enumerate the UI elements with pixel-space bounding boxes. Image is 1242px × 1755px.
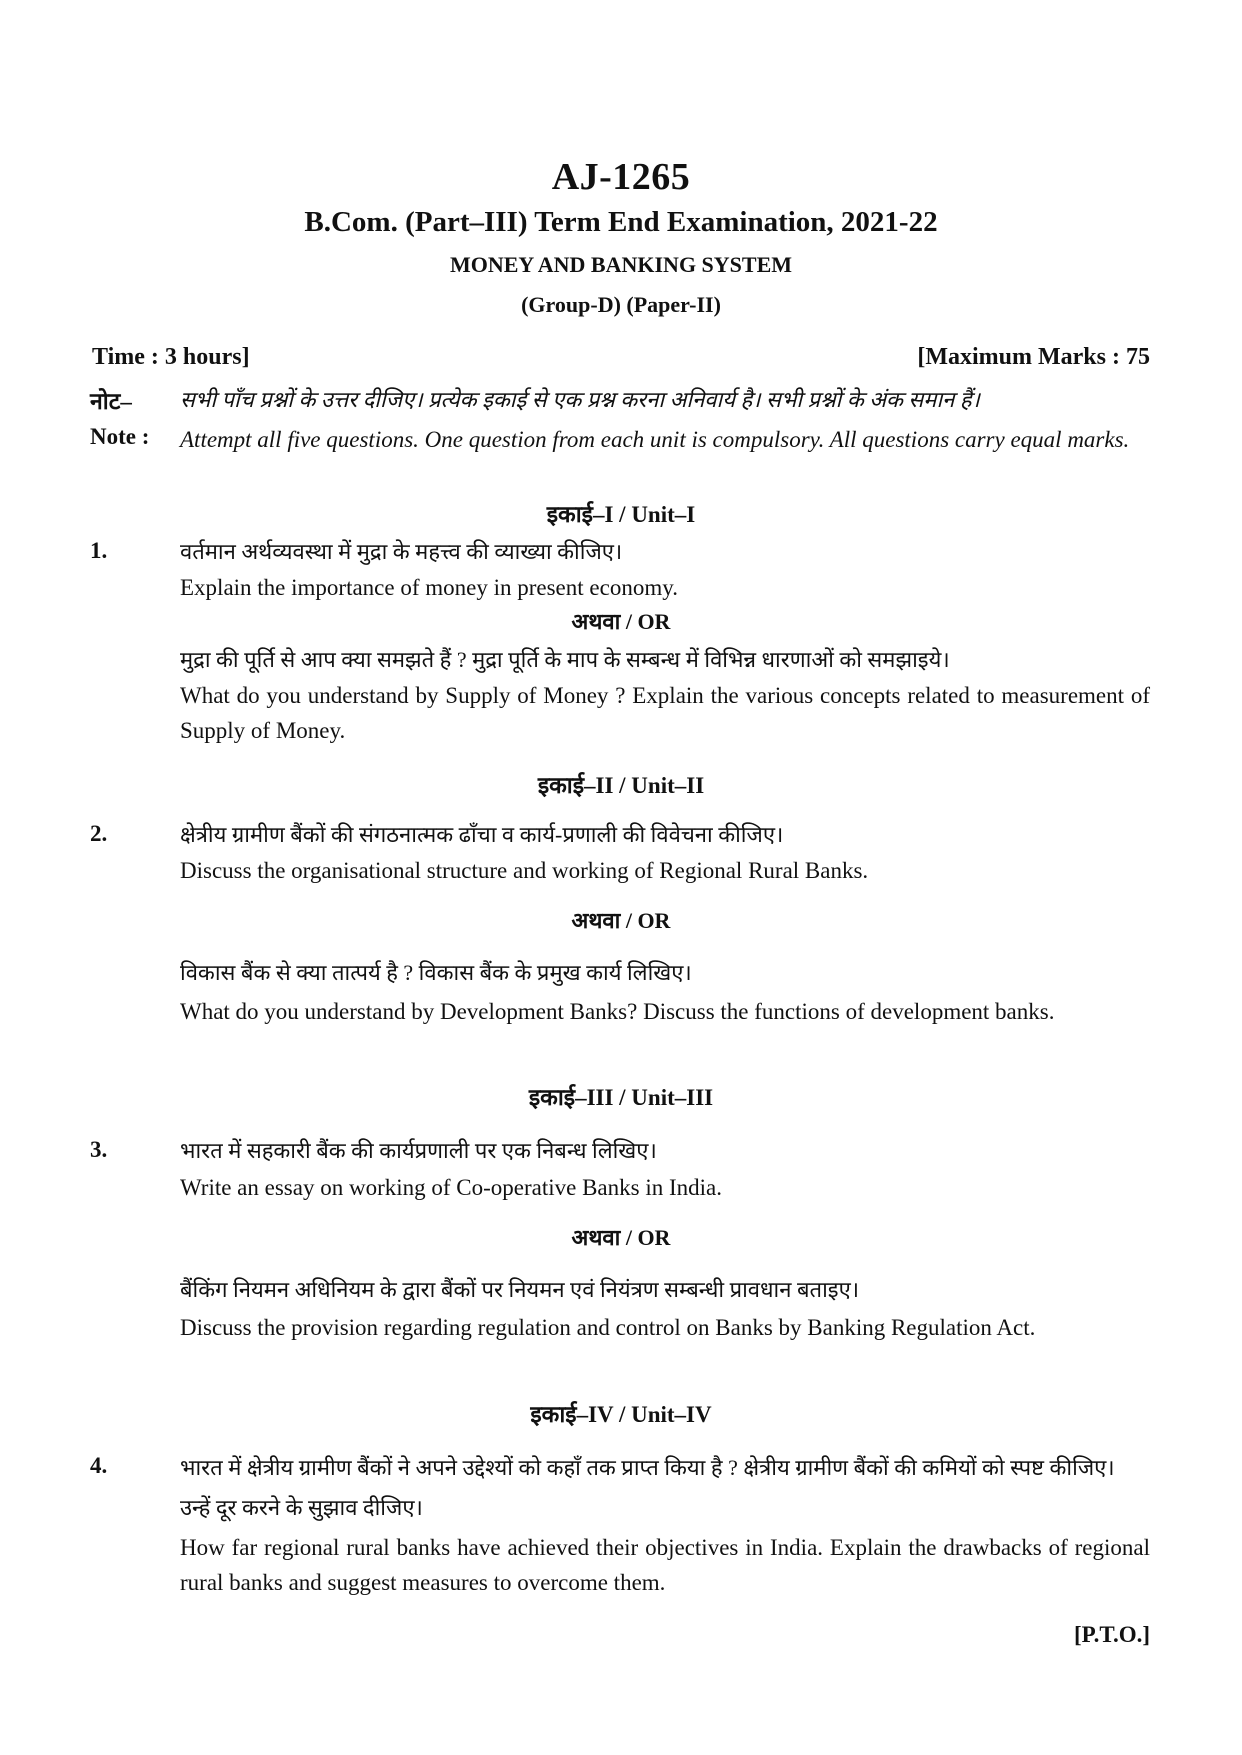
- subject-title: MONEY AND BANKING SYSTEM: [449, 252, 793, 277]
- or-separator-1: अथवा / OR: [571, 609, 671, 634]
- question-3-alt-hindi: बैंकिंग नियमन अधिनियम के द्वारा बैंकों पर नियमन एवं नियंत्रण सम्बन्धी प्रावधान बताइए।: [180, 1277, 860, 1302]
- question-number-4: 4.: [90, 1453, 108, 1478]
- time-allowed: Time : 3 hours]: [92, 344, 250, 370]
- note-hindi-text: सभी पाँच प्रश्नों के उत्तर दीजिए। प्रत्येक इकाई से एक प्रश्न करना अनिवार्य है। सभी प्रश्नों के अंक समान हैं।: [180, 387, 980, 412]
- maximum-marks: [Maximum Marks : 75: [917, 344, 1150, 370]
- question-1-english: Explain the importance of money in present economy.: [180, 575, 678, 600]
- unit-2-heading: इकाई–II / Unit–II: [537, 773, 705, 798]
- question-3-alt-english: Discuss the provision regarding regulation and control on Banks by Banking Regulation Act.: [180, 1315, 1036, 1340]
- or-separator-3: अथवा / OR: [571, 1225, 671, 1250]
- note-english-text: Attempt all five questions. One question from each unit is compulsory. All questions carry equal marks.: [180, 427, 1130, 452]
- group-paper: (Group-D) (Paper-II): [521, 292, 721, 317]
- question-1-alt-hindi: मुद्रा की पूर्ति से आप क्या समझते हैं ? मुद्रा पूर्ति के माप के सम्बन्ध में विभिन्न धारणाओं को समझाइये।: [180, 647, 950, 672]
- question-2-alt-hindi: विकास बैंक से क्या तात्पर्य है ? विकास बैंक के प्रमुख कार्य लिखिए।: [180, 960, 692, 985]
- question-number-3: 3.: [90, 1137, 108, 1162]
- question-1-hindi: वर्तमान अर्थव्यवस्था में मुद्रा के महत्त्व की व्याख्या कीजिए।: [180, 539, 623, 564]
- question-2-english: Discuss the organisational structure and working of Regional Rural Banks.: [180, 858, 869, 883]
- question-1-alt-english: What do you understand by Supply of Money ? Explain the various concepts related to measurement of Supply of Money.: [180, 683, 1150, 743]
- question-2-alt-english: What do you understand by Development Banks? Discuss the functions of development banks.: [180, 999, 1055, 1024]
- question-number-1: 1.: [90, 538, 108, 563]
- please-turn-over: [P.T.O.]: [1073, 1622, 1150, 1647]
- note-english-label: Note :: [90, 424, 150, 449]
- question-3-english: Write an essay on working of Co-operative Banks in India.: [180, 1175, 722, 1200]
- question-4-hindi: भारत में क्षेत्रीय ग्रामीण बैंकों ने अपने उद्देश्यों को कहाँ तक प्राप्त किया है ? क्षेत्रीय ग्रामीण बैंकों की कमियों को स्पष्ट कीजिए। उन्हें दूर करने के सुझाव दीजिए।: [180, 1455, 1115, 1520]
- unit-3-heading: इकाई–III / Unit–III: [528, 1085, 714, 1110]
- question-number-2: 2.: [90, 821, 108, 846]
- exam-title: B.Com. (Part–III) Term End Examination, 2021-22: [304, 206, 938, 238]
- note-hindi-label: नोट–: [90, 389, 132, 414]
- unit-1-heading: इकाई–I / Unit–I: [546, 502, 696, 527]
- question-4-english: How far regional rural banks have achieved their objectives in India. Explain the drawbacks of regional rural banks and suggest measures to overcome them.: [180, 1535, 1150, 1595]
- unit-4-heading: इकाई–IV / Unit–IV: [530, 1402, 712, 1427]
- question-2-hindi: क्षेत्रीय ग्रामीण बैंकों की संगठनात्मक ढाँचा व कार्य-प्रणाली की विवेचना कीजिए।: [180, 822, 784, 847]
- or-separator-2: अथवा / OR: [571, 908, 671, 933]
- question-3-hindi: भारत में सहकारी बैंक की कार्यप्रणाली पर एक निबन्ध लिखिए।: [180, 1138, 657, 1163]
- paper-code: AJ-1265: [551, 156, 691, 198]
